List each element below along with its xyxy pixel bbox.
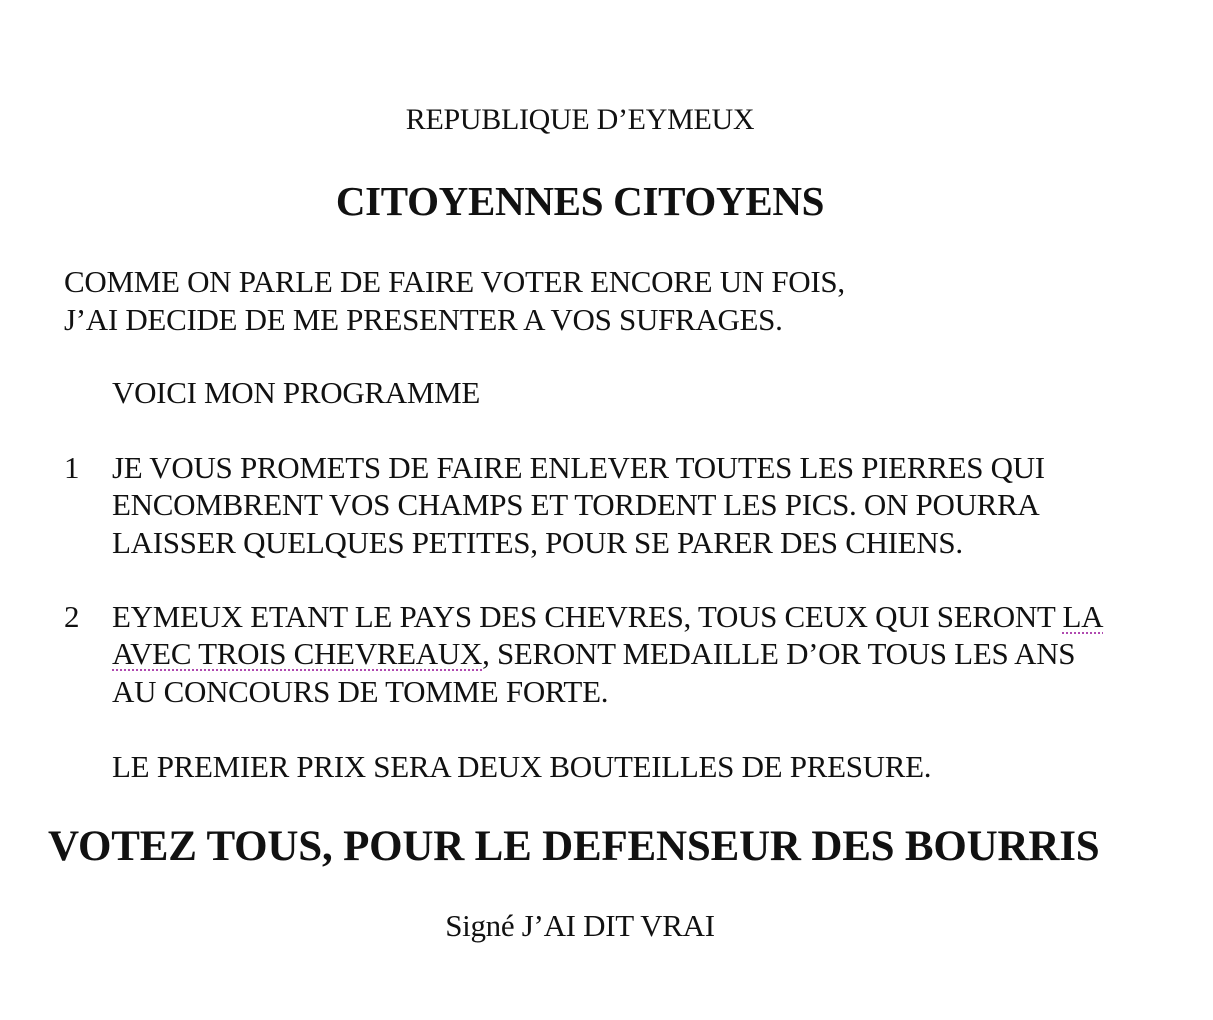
prize-line: LE PREMIER PRIX SERA DEUX BOUTEILLES DE PRESURE. — [112, 749, 932, 784]
program-heading: VOICI MON PROGRAMME — [112, 375, 481, 410]
intro-line-1: COMME ON PARLE DE FAIRE VOTER ENCORE UN FOIS, — [64, 264, 845, 299]
grammar-flag-2[interactable]: AVEC TROIS CHEVREAUX — [112, 636, 483, 671]
intro-line-2: J’AI DECIDE DE ME PRESENTER A VOS SUFRAGES. — [64, 302, 783, 337]
point-1-line-1: JE VOUS PROMETS DE FAIRE ENLEVER TOUTES LES PIERRES QUI — [112, 450, 1045, 485]
signature: Signé J’AI DIT VRAI — [445, 908, 715, 943]
point-2-line-2 — [112, 635, 1075, 673]
point-2-line-1 — [112, 598, 1103, 636]
grammar-flag-1[interactable]: LA — [1062, 599, 1104, 634]
republic-heading: REPUBLIQUE D’EYMEUX — [405, 103, 755, 136]
vote-slogan: VOTEZ TOUS, POUR LE DEFENSEUR DES BOURRIS — [48, 823, 1100, 870]
point-2-line-1-text: EYMEUX ETANT LE PAYS DES CHEVRES, TOUS CEUX QUI SERONT — [112, 599, 1063, 634]
point-1-line-2: ENCOMBRENT VOS CHAMPS ET TORDENT LES PICS. ON POURRA — [112, 487, 1040, 522]
point-2-line-3: AU CONCOURS DE TOMME FORTE. — [112, 674, 609, 709]
point-1-line-3: LAISSER QUELQUES PETITES, POUR SE PARER DES CHIENS. — [112, 525, 963, 560]
page-title: CITOYENNES CITOYENS — [335, 178, 825, 224]
point-2-line-2-text: , SERONT MEDAILLE D’OR TOUS LES ANS — [482, 636, 1076, 671]
point-number-1: 1 — [64, 450, 80, 485]
point-number-2: 2 — [64, 599, 80, 634]
